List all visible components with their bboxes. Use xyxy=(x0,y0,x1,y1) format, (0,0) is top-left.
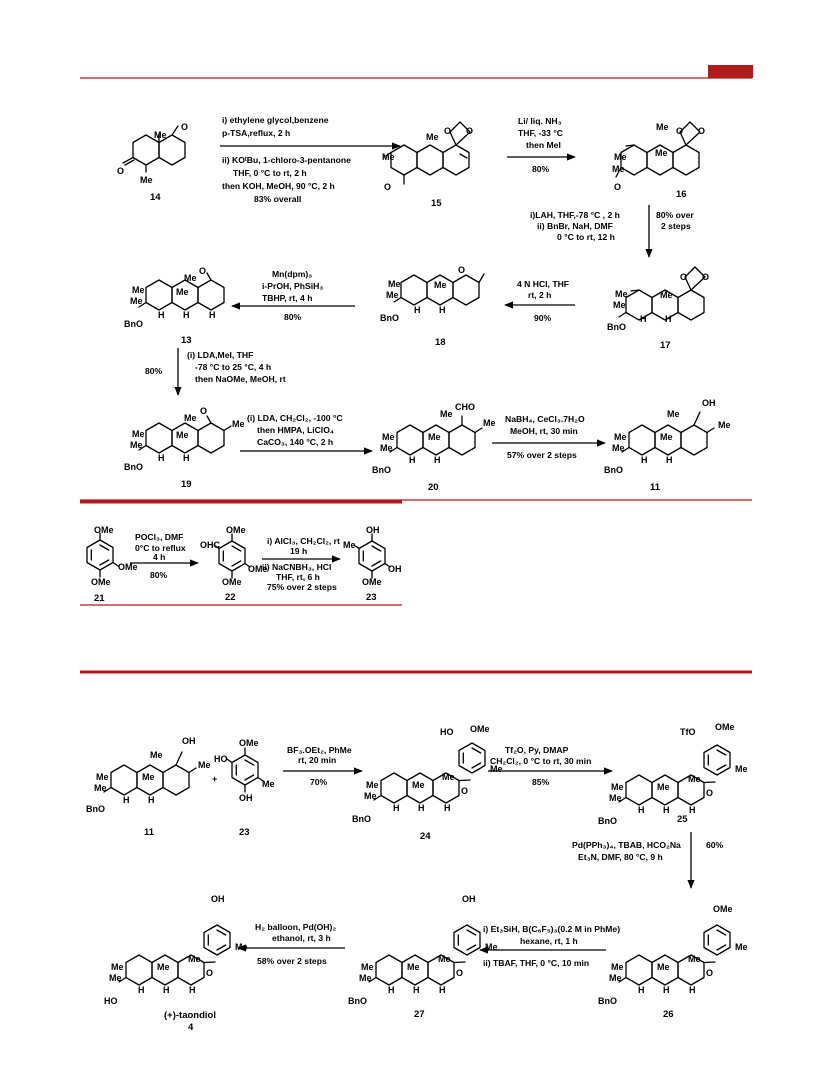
svg-text:80%: 80% xyxy=(145,366,163,376)
compound-number: 4 xyxy=(188,1022,194,1033)
svg-text:80% over: 80% over xyxy=(656,210,694,220)
atom-label: OH xyxy=(182,736,196,746)
atom-label: OMe xyxy=(118,562,138,572)
svg-text:TBHP, rt, 4 h: TBHP, rt, 4 h xyxy=(262,293,313,303)
atom-label: Me xyxy=(660,290,673,300)
atom-label: OMe xyxy=(239,738,259,748)
svg-text:i-PrOH, PhSiH₃: i-PrOH, PhSiH₃ xyxy=(262,281,324,291)
svg-text:83% overall: 83% overall xyxy=(254,194,302,204)
atom-label: O xyxy=(706,788,714,798)
conditions-step-9 xyxy=(130,532,198,580)
svg-text:60%: 60% xyxy=(706,840,724,850)
atom-label: O xyxy=(458,265,466,275)
svg-text:19 h: 19 h xyxy=(290,546,308,556)
atom-label: BnO xyxy=(380,313,399,323)
compound-number: 27 xyxy=(414,1009,425,1020)
svg-text:rt, 20 min: rt, 20 min xyxy=(298,755,337,765)
atom-label: Me xyxy=(142,772,155,782)
svg-text:80%: 80% xyxy=(284,312,302,322)
atom-label: Me xyxy=(612,443,625,453)
compound-24-structure xyxy=(374,743,485,803)
atom-label: Me xyxy=(657,782,670,792)
compound-number: 11 xyxy=(650,482,661,493)
atom-label: Me xyxy=(132,429,145,439)
atom-label: OH xyxy=(211,894,225,904)
svg-text:hexane, rt, 1 h: hexane, rt, 1 h xyxy=(520,936,578,946)
svg-text:0°C to reflux: 0°C to reflux xyxy=(135,543,186,553)
atom-label: Me xyxy=(232,419,245,429)
svg-text:i) ethylene glycol,benzene: i) ethylene glycol,benzene xyxy=(222,115,329,125)
atom-label: H xyxy=(148,795,155,805)
svg-text:then HMPA, LiClO₄: then HMPA, LiClO₄ xyxy=(257,425,334,435)
atom-label: Me xyxy=(157,962,170,972)
atom-label: OMe xyxy=(362,577,382,587)
atom-label: O xyxy=(206,968,214,978)
conditions-step-1 xyxy=(220,115,400,204)
svg-text:ii) BnBr, NaH, DMF: ii) BnBr, NaH, DMF xyxy=(537,221,613,231)
compound-4-structure xyxy=(119,925,230,985)
svg-text:-78 °C to 25 °C, 4 h: -78 °C to 25 °C, 4 h xyxy=(195,362,272,372)
atom-label: Me xyxy=(176,287,189,297)
compound-number: 23 xyxy=(366,592,377,603)
atom-label: Me xyxy=(434,280,447,290)
svg-text:H₂ balloon, Pd(OH)₂: H₂ balloon, Pd(OH)₂ xyxy=(255,922,337,932)
conditions-step-6 xyxy=(145,348,286,395)
compound-number: 26 xyxy=(663,1009,674,1020)
atom-label: Me xyxy=(490,764,503,774)
atom-label: H xyxy=(663,805,670,815)
atom-label: H xyxy=(689,985,696,995)
atom-label: Me xyxy=(94,783,107,793)
compound-number: 25 xyxy=(677,814,688,825)
atom-label: H xyxy=(123,795,130,805)
compound-number: 22 xyxy=(225,592,236,603)
atom-label: Me xyxy=(140,175,153,185)
svg-text:ii) NaCNBH₃, HCl: ii) NaCNBH₃, HCl xyxy=(262,562,332,572)
svg-text:2 steps: 2 steps xyxy=(661,221,691,231)
conditions-step-10 xyxy=(262,536,340,592)
svg-text:then NaOMe, MeOH, rt: then NaOMe, MeOH, rt xyxy=(195,374,286,384)
atom-label: O xyxy=(117,166,125,176)
atom-label: Me xyxy=(361,962,374,972)
atom-label: Me xyxy=(483,418,496,428)
atom-label: H xyxy=(439,305,446,315)
atom-label: O xyxy=(698,126,706,136)
atom-label: Me xyxy=(735,764,748,774)
atom-label: Me xyxy=(132,285,145,295)
atom-label: OMe xyxy=(715,722,735,732)
atom-label: Me xyxy=(442,772,455,782)
atom-label: OMe xyxy=(94,525,114,535)
conditions-step-12 xyxy=(488,745,612,787)
conditions-step-3 xyxy=(530,205,694,257)
atom-label: H xyxy=(638,805,645,815)
atom-label: BnO xyxy=(598,996,617,1006)
atom-label: BnO xyxy=(352,814,371,824)
svg-text:0 °C to rt, 12 h: 0 °C to rt, 12 h xyxy=(557,232,615,242)
compound-number: 11 xyxy=(144,827,155,838)
atom-label: Me xyxy=(150,750,163,760)
atom-label: Me xyxy=(184,273,197,283)
svg-text:CaCO₃, 140 °C, 2 h: CaCO₃, 140 °C, 2 h xyxy=(257,437,334,447)
svg-text:BF₃.OEt₂, PhMe: BF₃.OEt₂, PhMe xyxy=(287,745,352,755)
atom-label: O xyxy=(676,126,684,136)
atom-label: H xyxy=(388,985,395,995)
conditions-step-11 xyxy=(283,745,362,787)
atom-label: Me xyxy=(343,540,356,550)
svg-text:THF, 0 °C to rt, 2 h: THF, 0 °C to rt, 2 h xyxy=(233,168,307,178)
svg-text:NaBH₄, CeCl₃.7H₂O: NaBH₄, CeCl₃.7H₂O xyxy=(505,414,585,424)
atom-label: Me xyxy=(428,432,441,442)
atom-label: Me xyxy=(359,973,372,983)
compound-number: 14 xyxy=(150,192,161,203)
atom-label: BnO xyxy=(348,996,367,1006)
atom-label: H xyxy=(418,803,425,813)
svg-text:Li/ liq. NH₃: Li/ liq. NH₃ xyxy=(518,116,562,126)
atom-label: OMe xyxy=(222,577,242,587)
atom-label: Me xyxy=(262,779,275,789)
atom-label: CHO xyxy=(455,402,475,412)
atom-label: O xyxy=(384,182,392,192)
atom-label: Me xyxy=(188,954,201,964)
atom-label: H xyxy=(689,805,696,815)
svg-text:(i) LDA, CH₂Cl₂, -100 °C: (i) LDA, CH₂Cl₂, -100 °C xyxy=(247,413,343,423)
svg-text:ethanol, rt, 3 h: ethanol, rt, 3 h xyxy=(272,933,331,943)
atom-label: Me xyxy=(655,148,668,158)
atom-label: Me xyxy=(614,432,627,442)
atom-label: Me xyxy=(612,164,625,174)
conditions-step-2 xyxy=(507,116,575,174)
atom-label: OHC xyxy=(200,540,220,550)
atom-label: H xyxy=(640,314,647,324)
atom-label: Me xyxy=(382,152,395,162)
conditions-step-15 xyxy=(238,922,345,966)
atom-label: Me xyxy=(96,772,109,782)
atom-label: Me xyxy=(485,942,498,952)
compound-number: 18 xyxy=(435,337,446,348)
atom-label: H xyxy=(665,314,672,324)
atom-label: H xyxy=(409,455,416,465)
svg-text:CH₂Cl₂, 0 °C to rt, 30 min: CH₂Cl₂, 0 °C to rt, 30 min xyxy=(490,756,592,766)
compound-number: 24 xyxy=(420,831,431,842)
atom-label: OH xyxy=(366,525,380,535)
atom-label: H xyxy=(663,985,670,995)
svg-text:80%: 80% xyxy=(532,164,550,174)
svg-text:i) AlCl₃, CH₂Cl₂, rt: i) AlCl₃, CH₂Cl₂, rt xyxy=(267,536,340,546)
atom-label: BnO xyxy=(604,465,623,475)
atom-label: H xyxy=(189,985,196,995)
svg-text:i) Et₃SiH, B(C₆F₅)₃(0.2 M in: i) Et₃SiH, B(C₆F₅)₃(0.2 M in PhMe) xyxy=(483,924,621,934)
atom-label: Me xyxy=(614,152,627,162)
compound-number: 21 xyxy=(94,593,105,604)
atom-label: Me xyxy=(613,300,626,310)
svg-text:i)LAH, THF,-78 °C , 2 h: i)LAH, THF,-78 °C , 2 h xyxy=(530,210,620,220)
atom-label: H xyxy=(138,985,145,995)
atom-label: O xyxy=(200,406,208,416)
atom-label: OMe xyxy=(91,577,111,587)
atom-label: BnO xyxy=(124,319,143,329)
atom-label: O xyxy=(199,266,207,276)
atom-label: HO xyxy=(440,727,454,737)
atom-label: Me xyxy=(130,296,143,306)
atom-label: OH xyxy=(239,793,253,803)
atom-label: O xyxy=(680,272,688,282)
atom-label: Me xyxy=(364,791,377,801)
conditions-step-8 xyxy=(492,414,605,460)
atom-label: Me xyxy=(656,122,669,132)
compound-21-structure xyxy=(87,533,118,577)
atom-label: H xyxy=(158,453,165,463)
svg-text:Et₃N, DMF, 80 °C, 9 h: Et₃N, DMF, 80 °C, 9 h xyxy=(578,852,663,862)
atom-label: OH xyxy=(388,564,402,574)
atom-label: Me xyxy=(438,954,451,964)
atom-label: H xyxy=(209,310,216,320)
compound-23b-structure xyxy=(227,748,263,792)
atom-label: OMe xyxy=(713,904,733,914)
compound-23-structure xyxy=(354,534,390,578)
svg-text:THF, -33 °C: THF, -33 °C xyxy=(518,128,563,138)
svg-text:ii) KOᵗBu, 1-chloro-3-pentanon: ii) KOᵗBu, 1-chloro-3-pentanone xyxy=(222,155,351,165)
atom-label: BnO xyxy=(607,322,626,332)
atom-label: OH xyxy=(462,894,476,904)
compound-name: (+)-taondiol xyxy=(164,1010,216,1021)
atom-label: Me xyxy=(611,782,624,792)
svg-text:MeOH, rt, 30 min: MeOH, rt, 30 min xyxy=(510,426,578,436)
conditions-step-7 xyxy=(240,413,372,451)
atom-label: Me xyxy=(735,942,748,952)
atom-label: Me xyxy=(660,432,673,442)
atom-label: H xyxy=(444,803,451,813)
atom-label: H xyxy=(638,985,645,995)
atom-label: Me xyxy=(382,432,395,442)
compound-number: 13 xyxy=(181,335,192,346)
atom-label: Me xyxy=(235,942,248,952)
svg-text:90%: 90% xyxy=(534,313,552,323)
atom-label: Me xyxy=(609,973,622,983)
atom-label: Me xyxy=(615,289,628,299)
atom-label: OMe xyxy=(226,525,246,535)
atom-label: Me xyxy=(366,780,379,790)
atom-label: Me xyxy=(407,962,420,972)
atom-label: H xyxy=(183,453,190,463)
compound-25-structure xyxy=(619,745,730,805)
atom-label: BnO xyxy=(598,816,617,826)
atom-label: H xyxy=(393,803,400,813)
svg-text:THF, rt, 6 h: THF, rt, 6 h xyxy=(276,572,320,582)
atom-label: O xyxy=(456,968,464,978)
header-red-tab xyxy=(708,65,753,78)
atom-label: Me xyxy=(667,409,680,419)
atom-label: Me xyxy=(130,440,143,450)
atom-label: O xyxy=(466,126,474,136)
atom-label: Me xyxy=(611,962,624,972)
atom-label: HO xyxy=(104,996,118,1006)
svg-text:85%: 85% xyxy=(532,777,550,787)
atom-label: H xyxy=(183,310,190,320)
atom-label: Me xyxy=(109,973,122,983)
svg-text:Pd(PPh₃)₄, TBAB, HCO₂Na: Pd(PPh₃)₄, TBAB, HCO₂Na xyxy=(572,840,681,850)
atom-label: OMe xyxy=(470,724,490,734)
atom-label: H xyxy=(163,985,170,995)
compound-27-structure xyxy=(369,925,480,985)
svg-text:80%: 80% xyxy=(150,570,168,580)
compound-number: 23 xyxy=(239,827,250,838)
svg-text:p-TSA,reflux, 2 h: p-TSA,reflux, 2 h xyxy=(222,128,291,138)
svg-text:57% over 2 steps: 57% over 2 steps xyxy=(507,450,577,460)
atom-label: OMe xyxy=(248,564,268,574)
atom-label: Me xyxy=(111,962,124,972)
atom-label: Me xyxy=(609,793,622,803)
atom-label: Me xyxy=(718,420,731,430)
atom-label: Me xyxy=(198,760,211,770)
svg-text:POCl₃, DMF: POCl₃, DMF xyxy=(135,532,184,542)
conditions-step-14 xyxy=(480,924,620,968)
svg-text:Tf₂O, Py, DMAP: Tf₂O, Py, DMAP xyxy=(505,745,569,755)
svg-text:4 N HCl, THF: 4 N HCl, THF xyxy=(517,279,570,289)
atom-label: Me xyxy=(440,409,453,419)
atom-label: O xyxy=(444,126,452,136)
compound-number: 20 xyxy=(428,482,439,493)
conditions-step-5 xyxy=(232,269,355,322)
atom-label: Me xyxy=(688,774,701,784)
atom-label: BnO xyxy=(86,804,105,814)
atom-label: O xyxy=(181,122,189,132)
svg-text:then KOH, MeOH, 90 °C, 2 h: then KOH, MeOH, 90 °C, 2 h xyxy=(222,181,335,191)
conditions-step-4 xyxy=(505,279,575,323)
conditions-step-13 xyxy=(572,832,724,888)
compound-26-structure xyxy=(619,925,730,985)
plus-sign: + xyxy=(212,774,218,784)
svg-text:75% over 2 steps: 75% over 2 steps xyxy=(267,582,337,592)
atom-label: O xyxy=(706,968,714,978)
atom-label: BnO xyxy=(372,465,391,475)
atom-label: BnO xyxy=(124,462,143,472)
atom-label: H xyxy=(414,305,421,315)
atom-label: Me xyxy=(657,962,670,972)
atom-label: Me xyxy=(184,413,197,423)
atom-label: O xyxy=(461,786,469,796)
compound-number: 15 xyxy=(431,198,442,209)
atom-label: Me xyxy=(154,130,167,140)
svg-text:then MeI: then MeI xyxy=(526,140,561,150)
atom-label: H xyxy=(413,985,420,995)
atom-label: Me xyxy=(380,443,393,453)
compound-number: 16 xyxy=(676,189,687,200)
atom-label: Me xyxy=(386,290,399,300)
atom-label: Me xyxy=(176,430,189,440)
atom-label: Me xyxy=(426,132,439,142)
atom-label: OH xyxy=(702,398,716,408)
svg-text:rt, 2 h: rt, 2 h xyxy=(528,290,552,300)
svg-text:70%: 70% xyxy=(310,777,328,787)
svg-text:Mn(dpm)₃: Mn(dpm)₃ xyxy=(272,269,313,279)
svg-text:(i) LDA,MeI, THF: (i) LDA,MeI, THF xyxy=(187,350,254,360)
atom-label: H xyxy=(666,455,673,465)
atom-label: Me xyxy=(388,279,401,289)
atom-label: Me xyxy=(412,780,425,790)
svg-text:ii) TBAF, THF, 0 °C, 10 min: ii) TBAF, THF, 0 °C, 10 min xyxy=(483,958,590,968)
atom-label: H xyxy=(641,455,648,465)
atom-label: O xyxy=(614,182,622,192)
atom-label: Me xyxy=(688,954,701,964)
atom-label: O xyxy=(702,272,710,282)
atom-label: TfO xyxy=(680,727,696,737)
compound-number: 19 xyxy=(181,479,192,490)
svg-text:58% over 2 steps: 58% over 2 steps xyxy=(257,956,327,966)
svg-text:4 h: 4 h xyxy=(153,552,166,562)
compound-number: 17 xyxy=(660,340,671,351)
atom-label: H xyxy=(439,985,446,995)
atom-label: H xyxy=(434,455,441,465)
atom-label: H xyxy=(158,310,165,320)
atom-label: HO xyxy=(214,754,228,764)
